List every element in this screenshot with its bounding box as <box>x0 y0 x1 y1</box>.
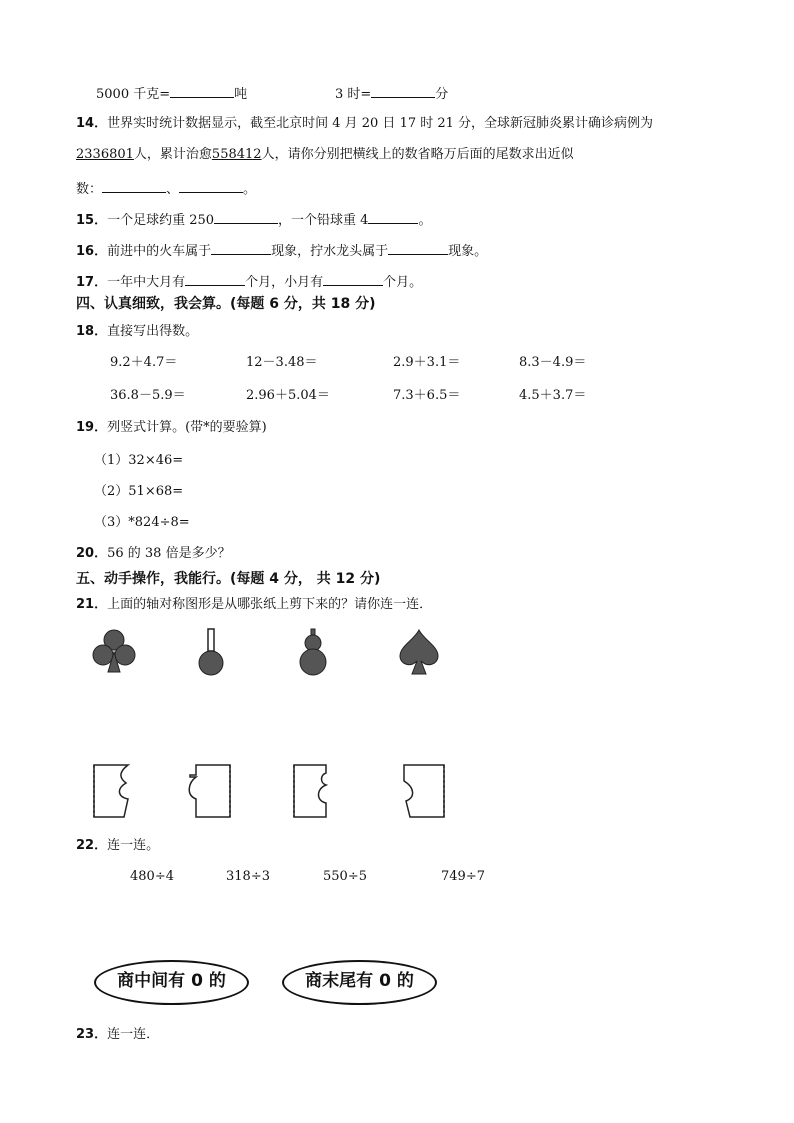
question-16-b: 现象，拧水龙头属于 <box>271 244 389 259</box>
question-17-a: 一年中大月有 <box>107 275 186 290</box>
calc-item: 2.96＋5.04＝ <box>246 388 330 403</box>
question-14-line3 <box>76 179 256 198</box>
calc-item: 2.9＋3.1＝ <box>393 355 461 370</box>
question-14-end: 。 <box>243 182 257 197</box>
question-number: 22． <box>76 838 108 853</box>
conversion-kg-left: 5000 千克= <box>96 87 171 102</box>
conversion-kg-unit: 吨 <box>234 87 248 102</box>
conversion-h-to-min <box>335 84 448 103</box>
oval-label: 商中间有 0 的 <box>117 971 226 991</box>
question-21 <box>76 597 432 613</box>
answer-blank[interactable] <box>179 179 243 193</box>
division-expression[interactable]: 480÷4 <box>130 869 174 884</box>
division-expression[interactable]: 550÷5 <box>323 869 367 884</box>
question-number: 23． <box>76 1027 108 1042</box>
question-19-title: 列竖式计算。(带*的要验算) <box>107 420 267 435</box>
answer-blank[interactable] <box>368 210 418 224</box>
question-14-mid1: 人，累计治愈 <box>133 147 212 162</box>
question-number: 20． <box>76 546 108 561</box>
question-number: 17． <box>76 275 108 290</box>
oval-label: 商末尾有 0 的 <box>305 971 414 991</box>
question-number: 15． <box>76 213 108 228</box>
question-16 <box>76 241 487 260</box>
conversion-h-left: 3 时= <box>335 87 372 102</box>
question-17-b: 个月，小月有 <box>245 275 324 290</box>
question-number: 18． <box>76 324 108 339</box>
paper-half-key-icon[interactable] <box>186 763 232 819</box>
section-5-title: 五、动手操作，我能行。(每题 4 分， 共 12 分) <box>76 571 381 587</box>
club-icon[interactable] <box>92 628 136 674</box>
gourd-icon[interactable] <box>296 628 330 676</box>
oval-end-zero[interactable] <box>282 960 437 1005</box>
confirmed-count: 2336801 <box>76 147 134 162</box>
answer-blank[interactable] <box>170 84 234 98</box>
vertical-calc-item: （1）32×46= <box>94 453 184 468</box>
question-14-sep: 、 <box>166 182 180 197</box>
cured-count: 558412 <box>211 147 262 162</box>
question-14-text: 世界实时统计数据显示，截至北京时间 4 月 20 日 17 时 21 分，全球新冠肺炎累计确诊病例为 <box>107 116 654 131</box>
conversion-kg-to-t <box>96 84 247 103</box>
calc-item: 36.8－5.9＝ <box>110 388 186 403</box>
question-22-title: 连一连。 <box>107 838 160 853</box>
question-number: 19． <box>76 420 108 435</box>
question-15 <box>76 210 431 229</box>
question-17-c: 个月。 <box>383 275 423 290</box>
answer-blank[interactable] <box>388 241 448 255</box>
question-14-mid2: 人，请你分别把横线上的数省略万后面的尾数求出近似 <box>261 147 574 162</box>
question-23-title: 连一连． <box>107 1027 160 1042</box>
question-14-line2 <box>76 147 574 163</box>
oval-middle-zero[interactable] <box>94 960 249 1005</box>
question-19 <box>76 420 267 436</box>
division-expression[interactable]: 318÷3 <box>226 869 270 884</box>
key-shape-icon[interactable] <box>196 628 226 676</box>
answer-blank[interactable] <box>211 241 271 255</box>
calc-item: 12－3.48＝ <box>246 355 318 370</box>
spade-icon[interactable] <box>396 628 442 676</box>
question-number: 14． <box>76 116 108 131</box>
answer-blank[interactable] <box>185 272 245 286</box>
question-17 <box>76 272 422 291</box>
question-16-a: 前进中的火车属于 <box>107 244 212 259</box>
question-18 <box>76 324 198 340</box>
answer-blank[interactable] <box>323 272 383 286</box>
question-20 <box>76 546 231 562</box>
calc-item: 8.3－4.9＝ <box>519 355 587 370</box>
answer-blank[interactable] <box>214 210 278 224</box>
question-15-c: 。 <box>418 213 432 228</box>
question-20-text: 56 的 38 倍是多少？ <box>107 546 231 561</box>
answer-blank[interactable] <box>102 179 166 193</box>
question-14-prefix: 数： <box>76 182 103 197</box>
question-15-b: ，一个铅球重 4 <box>278 213 369 228</box>
paper-half-spade-icon[interactable] <box>400 763 446 819</box>
calc-item: 9.2＋4.7＝ <box>110 355 178 370</box>
question-15-a: 一个足球约重 250 <box>107 213 215 228</box>
conversion-h-unit: 分 <box>435 87 449 102</box>
calc-item: 7.3＋6.5＝ <box>393 388 461 403</box>
question-number: 21． <box>76 597 108 612</box>
section-4-title: 四、认真细致，我会算。(每题 6 分，共 18 分) <box>76 296 376 312</box>
question-14-line1 <box>76 116 653 132</box>
question-18-title: 直接写出得数。 <box>107 324 199 339</box>
question-number: 16． <box>76 244 108 259</box>
question-21-title: 上面的轴对称图形是从哪张纸上剪下来的？请你连一连． <box>107 597 433 612</box>
question-23 <box>76 1027 159 1043</box>
paper-half-gourd-icon[interactable] <box>292 763 338 819</box>
answer-blank[interactable] <box>371 84 435 98</box>
vertical-calc-item: （2）51×68= <box>94 484 184 499</box>
division-expression[interactable]: 749÷7 <box>441 869 485 884</box>
question-16-c: 现象。 <box>448 244 488 259</box>
calc-item: 4.5＋3.7＝ <box>519 388 587 403</box>
paper-half-club-icon[interactable] <box>92 763 138 819</box>
vertical-calc-item: （3）*824÷8= <box>94 515 190 530</box>
question-22 <box>76 838 159 854</box>
